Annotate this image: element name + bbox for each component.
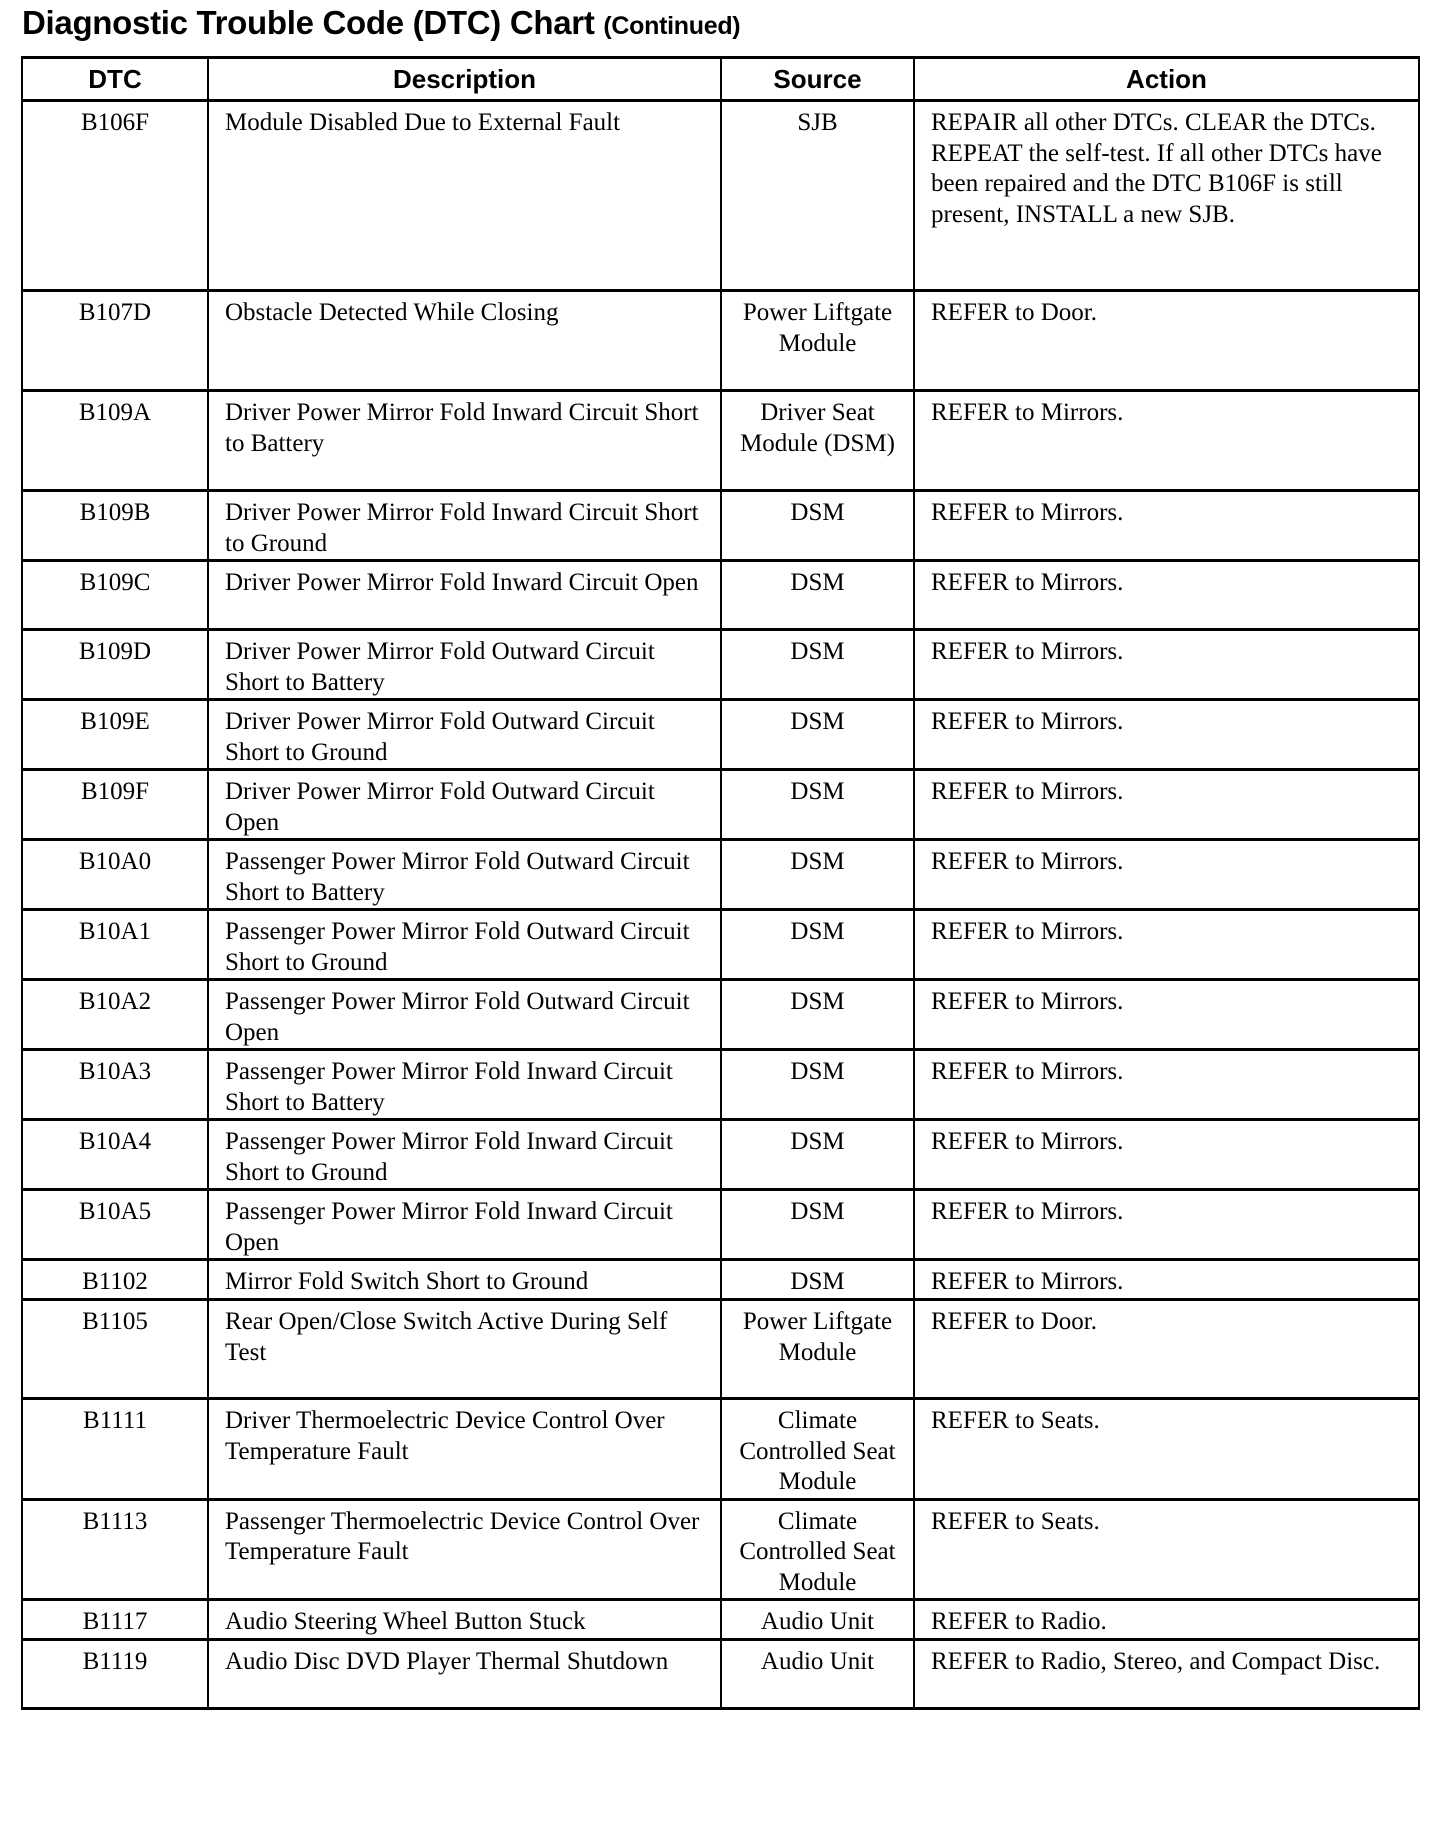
source-cell: Power Liftgate Module <box>721 1300 914 1399</box>
description-cell: Passenger Thermoelectric Device Control Over Temperature Fault <box>208 1499 721 1600</box>
dtc-cell: B1119 <box>22 1639 208 1708</box>
table-row <box>22 1190 1419 1260</box>
description-cell: Audio Steering Wheel Button Stuck <box>208 1600 721 1640</box>
dtc-table <box>21 56 1420 1710</box>
description-cell: Driver Power Mirror Fold Inward Circuit Short to Battery <box>208 391 721 491</box>
dtc-cell: B109D <box>22 630 208 700</box>
description-cell: Passenger Power Mirror Fold Outward Circuit Short to Battery <box>208 840 721 910</box>
table-row <box>22 1600 1419 1640</box>
action-cell: REFER to Radio. <box>914 1600 1419 1640</box>
source-cell: DSM <box>721 491 914 561</box>
source-cell: DSM <box>721 1050 914 1120</box>
description-cell: Passenger Power Mirror Fold Outward Circuit Short to Ground <box>208 910 721 980</box>
header-description: Description <box>208 58 721 101</box>
action-cell: REPAIR all other DTCs. CLEAR the DTCs. REPEAT the self-test. If all other DTCs have been repaired and the DTC B106F is still present, INSTALL a new SJB. <box>914 101 1419 291</box>
source-cell: DSM <box>721 700 914 770</box>
dtc-cell: B10A5 <box>22 1190 208 1260</box>
source-cell: SJB <box>721 101 914 291</box>
description-cell: Driver Power Mirror Fold Outward Circuit Short to Battery <box>208 630 721 700</box>
dtc-cell: B10A1 <box>22 910 208 980</box>
source-cell: DSM <box>721 630 914 700</box>
dtc-cell: B1102 <box>22 1260 208 1300</box>
source-cell: DSM <box>721 561 914 630</box>
description-cell: Driver Power Mirror Fold Inward Circuit Open <box>208 561 721 630</box>
description-cell: Driver Power Mirror Fold Outward Circuit Open <box>208 770 721 840</box>
action-cell: REFER to Mirrors. <box>914 391 1419 491</box>
source-cell: DSM <box>721 1190 914 1260</box>
description-cell: Audio Disc DVD Player Thermal Shutdown <box>208 1639 721 1708</box>
table-row <box>22 561 1419 630</box>
source-cell: DSM <box>721 910 914 980</box>
action-cell: REFER to Mirrors. <box>914 840 1419 910</box>
action-cell: REFER to Mirrors. <box>914 491 1419 561</box>
description-cell: Passenger Power Mirror Fold Inward Circuit Short to Battery <box>208 1050 721 1120</box>
source-cell: Audio Unit <box>721 1600 914 1640</box>
action-cell: REFER to Seats. <box>914 1499 1419 1600</box>
table-row <box>22 630 1419 700</box>
action-cell: REFER to Mirrors. <box>914 910 1419 980</box>
description-cell: Passenger Power Mirror Fold Inward Circuit Short to Ground <box>208 1120 721 1190</box>
source-cell: Power Liftgate Module <box>721 291 914 391</box>
dtc-cell: B10A3 <box>22 1050 208 1120</box>
dtc-cell: B1111 <box>22 1399 208 1500</box>
table-row <box>22 840 1419 910</box>
description-cell: Driver Power Mirror Fold Outward Circuit Short to Ground <box>208 700 721 770</box>
dtc-cell: B109B <box>22 491 208 561</box>
action-cell: REFER to Mirrors. <box>914 770 1419 840</box>
table-row <box>22 770 1419 840</box>
header-dtc: DTC <box>22 58 208 101</box>
table-row <box>22 1120 1419 1190</box>
title-main: Diagnostic Trouble Code (DTC) Chart <box>22 4 595 41</box>
table-row <box>22 391 1419 491</box>
table-row <box>22 1499 1419 1600</box>
table-row <box>22 1300 1419 1399</box>
description-cell: Mirror Fold Switch Short to Ground <box>208 1260 721 1300</box>
source-cell: Driver Seat Module (DSM) <box>721 391 914 491</box>
header-source: Source <box>721 58 914 101</box>
dtc-cell: B107D <box>22 291 208 391</box>
action-cell: REFER to Mirrors. <box>914 561 1419 630</box>
dtc-cell: B109E <box>22 700 208 770</box>
action-cell: REFER to Mirrors. <box>914 1120 1419 1190</box>
dtc-cell: B1113 <box>22 1499 208 1600</box>
dtc-cell: B109F <box>22 770 208 840</box>
header-action: Action <box>914 58 1419 101</box>
description-cell: Rear Open/Close Switch Active During Self Test <box>208 1300 721 1399</box>
table-row <box>22 491 1419 561</box>
action-cell: REFER to Mirrors. <box>914 980 1419 1050</box>
action-cell: REFER to Door. <box>914 1300 1419 1399</box>
action-cell: REFER to Radio, Stereo, and Compact Disc. <box>914 1639 1419 1708</box>
source-cell: DSM <box>721 1120 914 1190</box>
table-row <box>22 700 1419 770</box>
action-cell: REFER to Mirrors. <box>914 1260 1419 1300</box>
action-cell: REFER to Mirrors. <box>914 1190 1419 1260</box>
table-row <box>22 291 1419 391</box>
table-row <box>22 101 1419 291</box>
table-row <box>22 1639 1419 1708</box>
dtc-cell: B10A4 <box>22 1120 208 1190</box>
table-row <box>22 910 1419 980</box>
dtc-cell: B10A0 <box>22 840 208 910</box>
table-row <box>22 1050 1419 1120</box>
dtc-cell: B1105 <box>22 1300 208 1399</box>
source-cell: DSM <box>721 840 914 910</box>
dtc-cell: B10A2 <box>22 980 208 1050</box>
source-cell: Climate Controlled Seat Module <box>721 1499 914 1600</box>
table-header-row <box>22 58 1419 101</box>
dtc-cell: B106F <box>22 101 208 291</box>
source-cell: Climate Controlled Seat Module <box>721 1399 914 1500</box>
source-cell: DSM <box>721 980 914 1050</box>
action-cell: REFER to Mirrors. <box>914 1050 1419 1120</box>
source-cell: DSM <box>721 770 914 840</box>
description-cell: Passenger Power Mirror Fold Inward Circuit Open <box>208 1190 721 1260</box>
source-cell: DSM <box>721 1260 914 1300</box>
dtc-cell: B109C <box>22 561 208 630</box>
action-cell: REFER to Mirrors. <box>914 630 1419 700</box>
action-cell: REFER to Seats. <box>914 1399 1419 1500</box>
description-cell: Module Disabled Due to External Fault <box>208 101 721 291</box>
action-cell: REFER to Mirrors. <box>914 700 1419 770</box>
source-cell: Audio Unit <box>721 1639 914 1708</box>
action-cell: REFER to Door. <box>914 291 1419 391</box>
table-row <box>22 1399 1419 1500</box>
description-cell: Driver Thermoelectric Device Control Over Temperature Fault <box>208 1399 721 1500</box>
title-continued: (Continued) <box>603 12 741 40</box>
table-row <box>22 1260 1419 1300</box>
description-cell: Driver Power Mirror Fold Inward Circuit Short to Ground <box>208 491 721 561</box>
table-row <box>22 980 1419 1050</box>
dtc-cell: B109A <box>22 391 208 491</box>
description-cell: Passenger Power Mirror Fold Outward Circuit Open <box>208 980 721 1050</box>
page-title <box>22 4 740 42</box>
description-cell: Obstacle Detected While Closing <box>208 291 721 391</box>
dtc-cell: B1117 <box>22 1600 208 1640</box>
